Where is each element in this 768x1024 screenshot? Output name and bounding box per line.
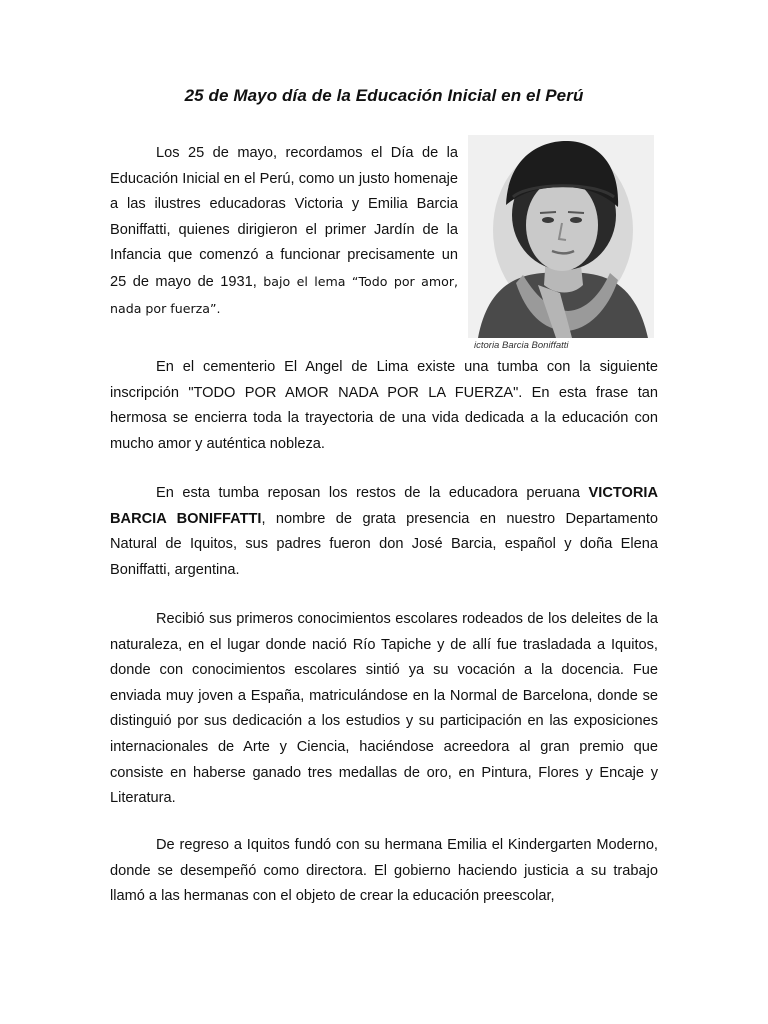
cemetery-paragraph [110,355,658,457]
studies-paragraph [110,607,658,812]
tomb-paragraph [110,481,658,583]
cemetery-text: En el cementerio El Angel de Lima existe una tumba con la siguiente inscripción "TODO POR AMOR NADA POR LA FUERZA". En esta frase tan hermosa se encierra toda la trayectoria de una vida dedicada a la educación con mucho amor y auténtica nobleza. [110,359,658,452]
photo-caption: ictoria Barcia Boniffatti [474,340,569,351]
motto-line: bajo el lema “Todo por amor, nada por fuerza”. [110,273,459,316]
studies-text: Recibió sus primeros conocimientos escolares rodeados de los deleites de la naturaleza, en el lugar donde nació Río Tapiche y de allí fue trasladada a Iquitos, donde con conocimientos escolares sintió ya su vocación a la docencia. Fue enviada muy joven a España, matriculándose en la Normal de Barcelona, donde se distinguió por sus dedicación a los estudios y su participación en las exposiciones internacionales de Arte y Ciencia, haciéndose acreedora al gran premio que consiste en haberse ganado tres medallas de oro, en Pintura, Flores y Encaje y Literatura. [110,611,658,807]
tomb-name: VICTORIA BARCIA BONIFFATTI [110,485,658,527]
return-text: De regreso a Iquitos fundó con su hermana Emilia el Kindergarten Moderno, donde se desempeñó como directora. El gobierno haciendo justicia a su trabajo llamó a las hermanas con el objeto de crear la educación preescolar, [110,837,658,905]
page-title: 25 de Mayo día de la Educación Inicial en el Perú [184,86,584,105]
return-paragraph [110,833,658,910]
portrait-image [468,135,654,338]
intro-paragraph [110,141,458,322]
tomb-text-rest: , nombre de grata presencia en nuestro Departamento Natural de Iquitos, sus padres fueron don José Barcia, español y doña Elena Boniffatti, argentina. [110,510,658,578]
tomb-text-start: En esta tumba reposan los restos de la educadora peruana [156,485,580,501]
intro-text: Los 25 de mayo, recordamos el Día de la Educación Inicial en el Perú, como un justo homenaje a las ilustres educadoras Victoria y Emilia Barcia Boniffatti, quienes dirigieron el primer Jardín de la Infancia que comenzó a funcionar precisamente un 25 de mayo de 1931, [110,145,458,290]
portrait-photo [468,135,654,338]
